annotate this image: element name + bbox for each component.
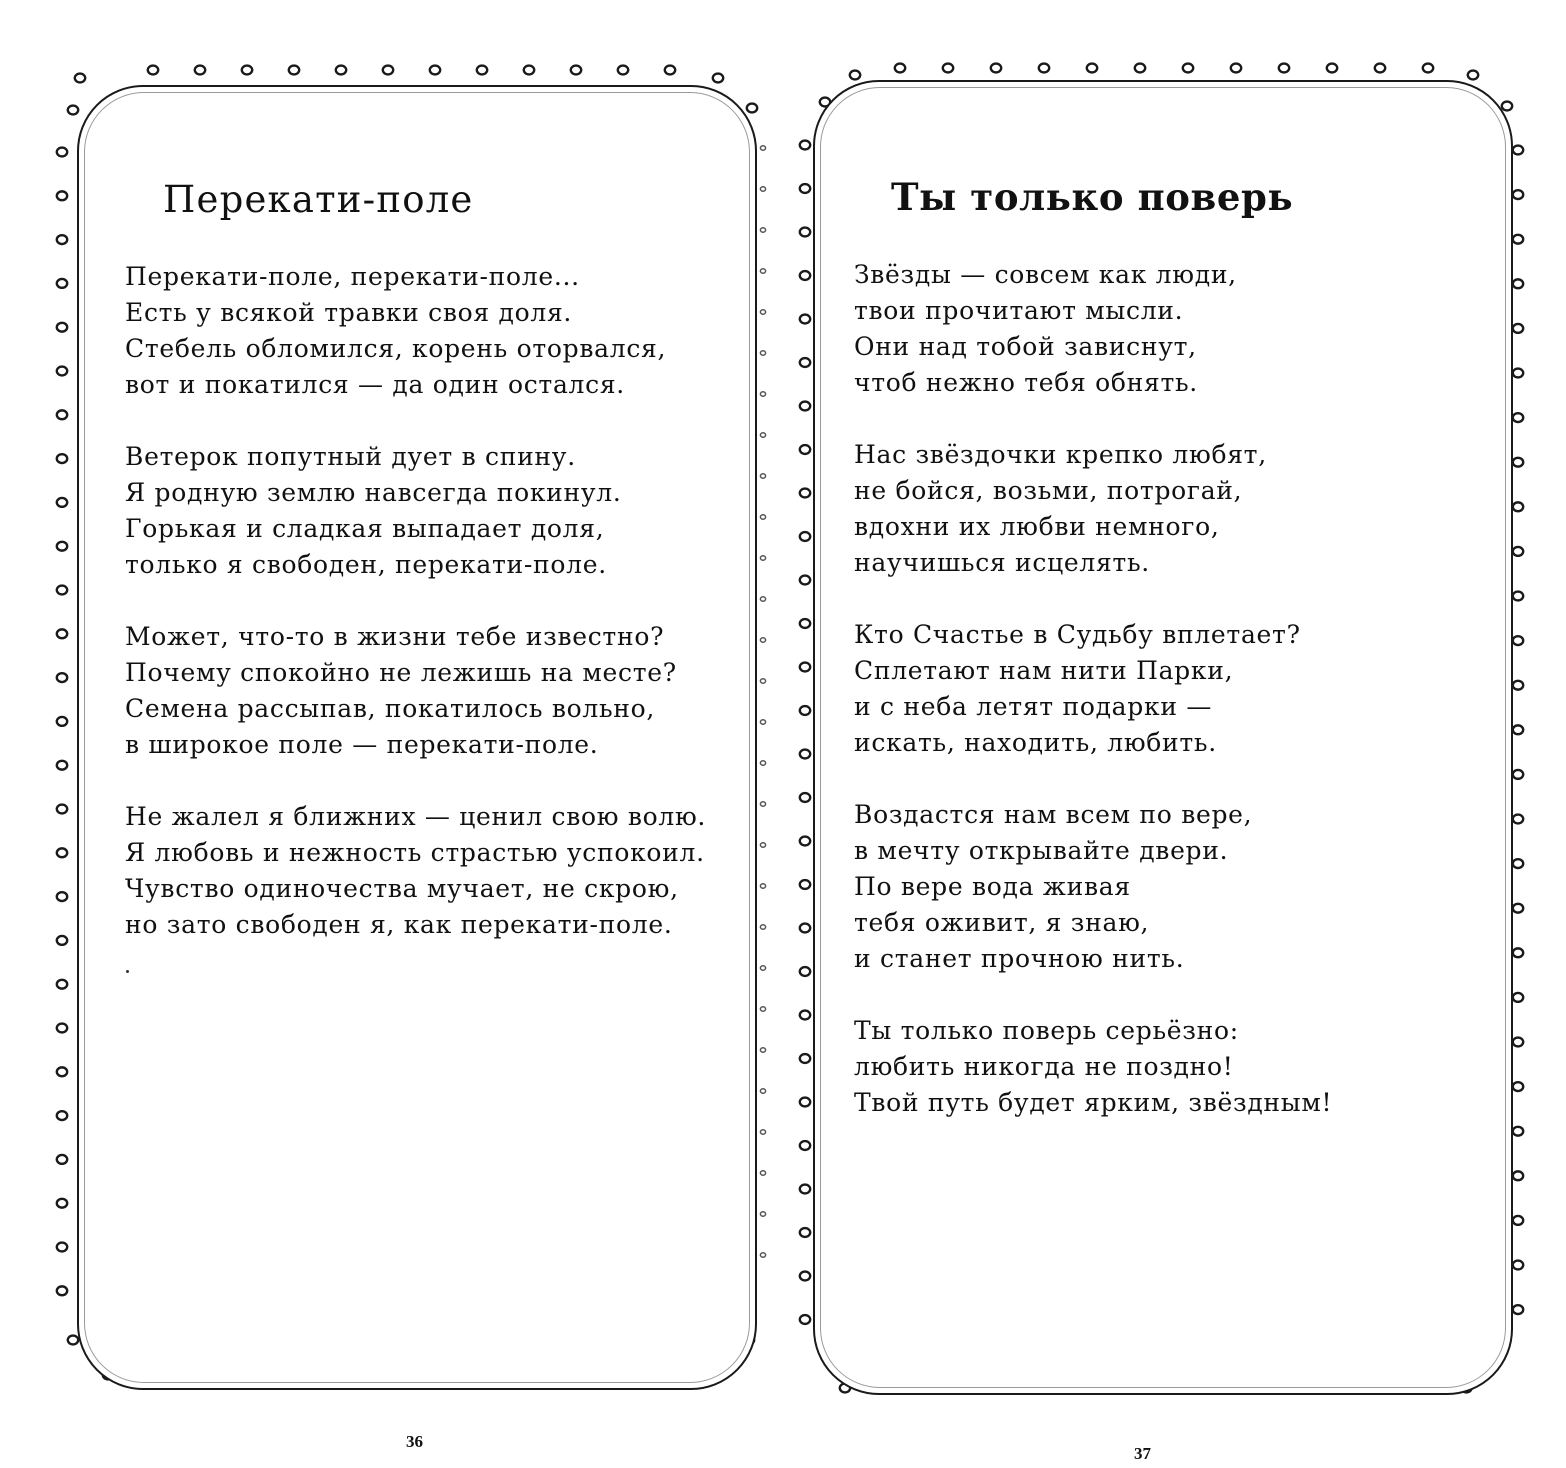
border-dot — [57, 717, 67, 726]
poem-line: Они над тобой зависнут, — [854, 332, 1197, 361]
border-dot — [57, 235, 67, 244]
border-dot — [68, 1336, 78, 1345]
border-dot — [1468, 71, 1478, 80]
border-dot — [760, 228, 765, 232]
border-dot — [800, 619, 810, 628]
poem-line: Ветерок попутный дует в спину. — [125, 442, 576, 471]
border-dot — [1513, 458, 1523, 467]
poem-line: По вере вода живая — [854, 872, 1131, 901]
border-dot — [57, 936, 67, 945]
border-dot — [800, 1098, 810, 1107]
border-dot — [800, 141, 810, 150]
border-dot — [524, 66, 534, 75]
border-dot — [760, 720, 765, 724]
poem-body — [125, 259, 706, 979]
border-dot — [760, 1171, 765, 1175]
border-dot — [760, 474, 765, 478]
border-dot — [665, 66, 675, 75]
border-dot — [1513, 993, 1523, 1002]
border-dot — [1513, 1082, 1523, 1091]
border-dot — [760, 351, 765, 355]
poem-line: Нас звёздочки крепко любят, — [854, 440, 1267, 469]
border-dot — [1513, 592, 1523, 601]
border-dot — [760, 146, 765, 150]
poem-line: Семена рассыпав, покатилось вольно, — [125, 694, 656, 723]
border-dot — [760, 310, 765, 314]
border-dot — [800, 489, 810, 498]
border-dot — [57, 673, 67, 682]
poem-line: Почему спокойно не лежишь на месте? — [125, 658, 677, 687]
border-dot — [760, 966, 765, 970]
border-dot — [242, 66, 252, 75]
border-dot — [571, 66, 581, 75]
border-dot — [1039, 64, 1049, 73]
border-dot — [800, 315, 810, 324]
border-dot — [760, 597, 765, 601]
border-dot — [57, 498, 67, 507]
poem-line: только я свободен, перекати-поле. — [125, 550, 607, 579]
border-dot — [1513, 681, 1523, 690]
border-dot — [1513, 948, 1523, 957]
border-dot — [57, 410, 67, 419]
border-dot — [1279, 64, 1289, 73]
border-dot — [800, 228, 810, 237]
border-dot — [991, 64, 1001, 73]
border-dot — [1513, 770, 1523, 779]
page-number: 37 — [1134, 1444, 1151, 1463]
border-dot — [57, 1111, 67, 1120]
border-dot — [477, 66, 487, 75]
border-dot — [760, 679, 765, 683]
poem-line: и с неба летят подарки — — [854, 692, 1213, 721]
poem-line: тебя оживит, я знаю, — [854, 908, 1150, 937]
border-dot — [800, 358, 810, 367]
border-dot — [800, 1228, 810, 1237]
poem-title: Ты только поверь — [891, 175, 1294, 219]
poem-line: искать, находить, любить. — [854, 728, 1217, 757]
border-dot — [57, 586, 67, 595]
border-dot — [57, 1243, 67, 1252]
border-dot — [800, 1011, 810, 1020]
border-dot — [800, 576, 810, 585]
border-dot — [760, 556, 765, 560]
border-dot — [57, 629, 67, 638]
border-dot — [760, 269, 765, 273]
border-dot — [289, 66, 299, 75]
page-number: 36 — [406, 1432, 423, 1451]
stanza — [854, 617, 1332, 761]
poem-line: вдохни их любви немного, — [854, 512, 1220, 541]
border-dot — [1327, 64, 1337, 73]
poem-line: Воздастся нам всем по вере, — [854, 800, 1253, 829]
border-dot — [800, 184, 810, 193]
border-dot — [800, 1315, 810, 1324]
border-dot — [57, 1155, 67, 1164]
border-dot — [1513, 369, 1523, 378]
border-dot — [760, 1007, 765, 1011]
border-dot — [1513, 1216, 1523, 1225]
border-dot — [800, 1141, 810, 1150]
border-dot — [57, 191, 67, 200]
border-dot — [1502, 102, 1512, 111]
border-dot — [1513, 1305, 1523, 1314]
border-dot — [800, 706, 810, 715]
border-dot — [1513, 1038, 1523, 1047]
stanza — [854, 257, 1332, 401]
border-dot — [800, 793, 810, 802]
border-dot — [75, 74, 85, 83]
stanza — [125, 259, 706, 403]
border-dot — [57, 980, 67, 989]
poem-line: Может, что-то в жизни тебе известно? — [125, 622, 665, 651]
border-dot — [57, 323, 67, 332]
poem-line: Ты только поверь серьёзно: — [854, 1016, 1239, 1045]
border-dot — [148, 66, 158, 75]
stanza — [854, 1013, 1332, 1121]
border-dot — [760, 1253, 765, 1257]
border-dot — [760, 392, 765, 396]
border-dot — [800, 967, 810, 976]
border-dot — [1513, 725, 1523, 734]
border-dot — [1513, 413, 1523, 422]
poem-line: чтоб нежно тебя обнять. — [854, 368, 1198, 397]
poem-line: Я любовь и нежность страстью успокоил. — [125, 838, 705, 867]
border-dot — [1513, 235, 1523, 244]
border-dot — [800, 271, 810, 280]
border-dot — [430, 66, 440, 75]
border-dot — [57, 454, 67, 463]
border-dot — [800, 924, 810, 933]
print-speck — [126, 970, 129, 973]
border-dot — [760, 638, 765, 642]
border-dot — [895, 64, 905, 73]
border-dot — [760, 1130, 765, 1134]
border-dot — [943, 64, 953, 73]
poem-title: Перекати-поле — [163, 178, 474, 221]
border-dot — [618, 66, 628, 75]
border-dot — [800, 837, 810, 846]
border-dot — [57, 367, 67, 376]
border-dot — [57, 805, 67, 814]
poem-line: научишься исцелять. — [854, 548, 1150, 577]
border-dot — [1513, 1171, 1523, 1180]
poem-line: но зато свободен я, как перекати-поле. — [125, 910, 673, 939]
stanza — [854, 437, 1332, 581]
border-dot — [1513, 190, 1523, 199]
poem-line: Не жалел я ближних — ценил свою волю. — [125, 802, 707, 831]
poem-line: в широкое поле — перекати-поле. — [125, 730, 599, 759]
border-dot — [1513, 904, 1523, 913]
border-dot — [336, 66, 346, 75]
border-dot — [800, 1272, 810, 1281]
poem-line: Твой путь будет ярким, звёздным! — [854, 1088, 1333, 1117]
border-dot — [1375, 64, 1385, 73]
poem-line: Сплетают нам нити Парки, — [854, 656, 1234, 685]
border-dot — [57, 1286, 67, 1295]
stanza — [125, 619, 706, 763]
border-dot — [760, 802, 765, 806]
border-dot — [68, 106, 78, 115]
stanza — [125, 799, 706, 943]
border-dot — [760, 1089, 765, 1093]
border-dot — [760, 187, 765, 191]
poem-line: в мечту открывайте двери. — [854, 836, 1229, 865]
border-dot — [1513, 279, 1523, 288]
border-dot — [57, 279, 67, 288]
poem-line: Звёзды — совсем как люди, — [854, 260, 1237, 289]
border-dot — [850, 71, 860, 80]
poem-line: и станет прочною нить. — [854, 944, 1185, 973]
poem-line: Перекати-поле, перекати-поле... — [125, 262, 580, 291]
border-dot — [1513, 146, 1523, 155]
poem-line: Кто Счастье в Судьбу вплетает? — [854, 620, 1301, 649]
border-dot — [1513, 324, 1523, 333]
poem-line: не бойся, возьми, потрогай, — [854, 476, 1243, 505]
border-dot — [760, 433, 765, 437]
border-dot — [760, 843, 765, 847]
border-dot — [760, 1048, 765, 1052]
border-dot — [747, 104, 757, 113]
border-dot — [1135, 64, 1145, 73]
border-dot — [1087, 64, 1097, 73]
border-dot — [1513, 859, 1523, 868]
stanza — [854, 797, 1332, 977]
border-dot — [800, 402, 810, 411]
border-dot — [57, 1067, 67, 1076]
border-dot — [760, 761, 765, 765]
border-dot — [800, 880, 810, 889]
border-dot — [800, 532, 810, 541]
poem-line: Горькая и сладкая выпадает доля, — [125, 514, 605, 543]
border-dot — [57, 892, 67, 901]
border-dot — [1513, 815, 1523, 824]
stanza — [125, 439, 706, 583]
border-dot — [57, 761, 67, 770]
border-dot — [800, 750, 810, 759]
border-dot — [57, 148, 67, 157]
border-dot — [1513, 547, 1523, 556]
border-dot — [1513, 1261, 1523, 1270]
border-dot — [1423, 64, 1433, 73]
border-dot — [713, 74, 723, 83]
border-dot — [760, 1212, 765, 1216]
poem-line: твои прочитают мысли. — [854, 296, 1184, 325]
border-dot — [1513, 502, 1523, 511]
border-dot — [760, 925, 765, 929]
border-dot — [57, 848, 67, 857]
right-page — [783, 0, 1566, 1468]
border-dot — [195, 66, 205, 75]
border-dot — [57, 1024, 67, 1033]
poem-line: Я родную землю навсегда покинул. — [125, 478, 622, 507]
poem-line: Стебель обломился, корень оторвался, — [125, 334, 667, 363]
poem-line: Есть у всякой травки своя доля. — [125, 298, 573, 327]
border-dot — [1231, 64, 1241, 73]
border-dot — [800, 663, 810, 672]
poem-line: любить никогда не поздно! — [854, 1052, 1234, 1081]
poem-line: Чувство одиночества мучает, не скрою, — [125, 874, 679, 903]
border-dot — [760, 884, 765, 888]
border-dot — [1513, 1127, 1523, 1136]
border-dot — [800, 445, 810, 454]
border-dot — [57, 1199, 67, 1208]
border-dot — [57, 542, 67, 551]
poem-line: вот и покатился — да один остался. — [125, 370, 625, 399]
border-dot — [800, 1054, 810, 1063]
border-dot — [1183, 64, 1193, 73]
border-dot — [1513, 636, 1523, 645]
poem-body — [854, 257, 1332, 1157]
border-dot — [383, 66, 393, 75]
border-dot — [760, 515, 765, 519]
border-dot — [800, 1185, 810, 1194]
